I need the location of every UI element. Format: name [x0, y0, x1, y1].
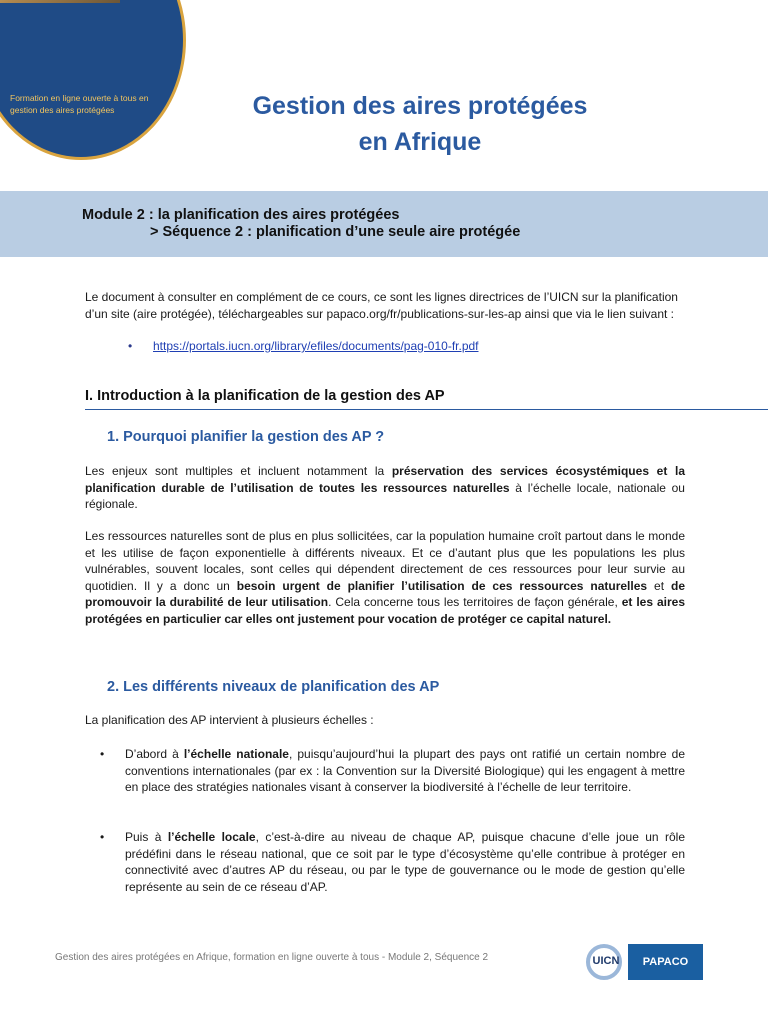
link-list-item [128, 339, 479, 353]
course-badge-text: Formation en ligne ouverte à tous en gestion des aires protégées [10, 93, 149, 115]
uicn-logo-text: UICN [592, 955, 620, 967]
paragraph-2-text-2: et [647, 578, 671, 593]
bullet: • [128, 339, 133, 353]
list-item-bold: l’échelle locale [167, 830, 256, 844]
subsection-heading-1: 1. Pourquoi planifier la gestion des AP ? [107, 429, 385, 445]
title-line-1: Gestion des aires protégées [252, 92, 588, 120]
paragraph-2-bold-2: de promouvoir la durabilité de leur utilisation [85, 578, 685, 610]
list-item-text-start: D’abord à [125, 747, 184, 761]
list-item-text-end: , c’est-à-dire au niveau de chaque AP, puisque chacune d’elle joue un rôle prédéfini dans le réseau national, que ce soit par le type d’écosystème qu’elle contribue à protéger en connectivité avec d’autres AP du réseau, ou par le type de gouvernance ou le mode de gestion qu’elle représente au sein de ce réseau d’AP. [125, 830, 686, 894]
bullet: • [100, 747, 105, 761]
paragraph-1-bold: préservation des services écosystémiques et la planification durable de l’utilisation de toutes les ressources naturelles [85, 464, 686, 495]
papaco-logo: PAPACO [628, 944, 703, 980]
paragraph-2-bold-1: besoin urgent de planifier l’utilisation de ces ressources naturelles [236, 578, 648, 593]
section-heading: I. Introduction à la planification de la gestion des AP [85, 388, 768, 410]
paragraph-1-text-end: à l’échelle locale, nationale ou régionale. [85, 480, 685, 512]
sequence-title: > Séquence 2 : planification d’une seule aire protégée [150, 224, 521, 240]
module-title: Module 2 : la planification des aires protégées [82, 207, 400, 223]
paragraph-1-text: Les enjeux sont multiples et incluent notamment la [85, 464, 392, 478]
subsection-heading-2: 2. Les différents niveaux de planification des AP [107, 679, 440, 695]
list-item-bold: l’échelle nationale [183, 747, 289, 761]
module-banner [0, 191, 768, 257]
paragraph-2-text-3: . Cela concerne tous les territoires de façon générale, [328, 595, 622, 610]
page-title [190, 88, 650, 160]
paragraph-2-bold-3: et les aires protégées en particulier car elles ont justement pour vocation de protéger ce capital naturel. [85, 595, 685, 626]
list-item-text-end: , puisqu’aujourd’hui la plupart des pays ont ratifié un certain nombre de conventions internationales (par ex : la Convention sur la Diversité Biologique) qui les engagent à mettre en place des stratégies nationales visant à conserver la biodiversité à l’échelle de leur territoire. [125, 747, 685, 795]
lion-image [62, 0, 110, 1]
list-item-text-start: Puis à [125, 830, 168, 844]
paragraph-1 [85, 463, 685, 513]
paragraph-2-text: Les ressources naturelles sont de plus en plus sollicitées, car la population humaine croît partout dans le monde et les utilise de façon exponentielle à différents niveaux. Et ce d’autant plus que les populations les plus vulnérables, souvent locales, sont celles qui dépendent directement de ces ressources pour leur survie au quotidien. Il y a donc un [85, 529, 685, 593]
uicn-logo [584, 944, 628, 980]
paragraph-2 [85, 528, 685, 628]
footer-text: Gestion des aires protégées en Afrique, formation en ligne ouverte à tous - Module 2, Séquence 2 [55, 952, 489, 963]
guidelines-link[interactable]: https://portals.iucn.org/library/efiles/documents/pag-010-fr.pdf [153, 339, 479, 353]
title-line-2: en Afrique [358, 128, 482, 156]
paragraph-3: La planification des AP intervient à plusieurs échelles : [85, 713, 374, 727]
lion-photo [0, 0, 120, 3]
bullet: • [100, 830, 105, 844]
intro-paragraph: Le document à consulter en complément de ce cours, ce sont les lignes directrices de l’UICN sur la planification d’un site (aire protégée), téléchargeables sur papaco.org/fr/publications-sur-les-ap ainsi que via le lien suivant : [85, 290, 678, 321]
list-item-text [125, 746, 685, 796]
course-badge [0, 0, 186, 160]
list-item-text [125, 829, 685, 895]
